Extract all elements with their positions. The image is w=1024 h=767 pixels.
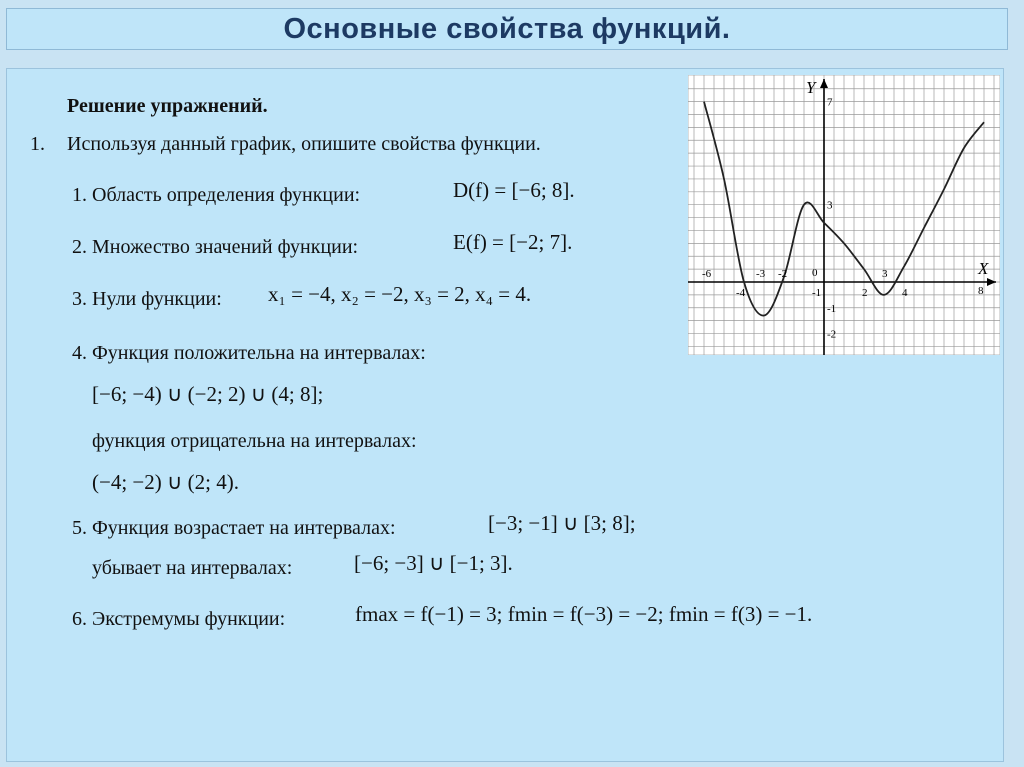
exercise-number: 1. bbox=[30, 133, 45, 155]
decreasing-formula: [−6; −3] ∪ [−1; 3]. bbox=[354, 551, 513, 575]
zeros-label: 3. Нули функции: bbox=[72, 288, 222, 310]
increasing-formula: [−3; −1] ∪ [3; 8]; bbox=[488, 511, 636, 535]
tick-label: 3 bbox=[882, 268, 888, 280]
domain-formula: D(f) = [−6; 8]. bbox=[453, 178, 575, 202]
tick-label: 0 bbox=[812, 267, 818, 279]
tick-label: -3 bbox=[756, 268, 766, 280]
tick-label: -2 bbox=[827, 328, 837, 341]
negative-formula: (−4; −2) ∪ (2; 4). bbox=[92, 470, 239, 494]
positive-formula: [−6; −4) ∪ (−2; 2) ∪ (4; 8]; bbox=[92, 382, 324, 406]
extrema-formula: fmax = f(−1) = 3; fmin = f(−3) = −2; fmin = f(3) = −1. bbox=[355, 602, 813, 626]
zeros-formula: x₁ = −4, x₂ = −2, x₃ = 2, x₄ = 4. bbox=[268, 282, 532, 306]
tick-label: 8 bbox=[978, 285, 984, 297]
extrema-label: 6. Экстремумы функции: bbox=[72, 608, 286, 630]
tick-label: 7 bbox=[827, 96, 833, 109]
range-formula: E(f) = [−2; 7]. bbox=[453, 230, 573, 254]
domain-label: 1. Область определения функции: bbox=[72, 184, 361, 206]
function-graph bbox=[688, 75, 1000, 355]
tick-label: 3 bbox=[827, 199, 833, 212]
increasing-label: 5. Функция возрастает на интервалах: bbox=[72, 517, 396, 539]
tick-label: -6 bbox=[702, 268, 712, 280]
exercise-task: Используя данный график, опишите свойства функции. bbox=[67, 133, 541, 155]
tick-label: 2 bbox=[862, 287, 868, 299]
tick-label: 4 bbox=[902, 287, 908, 299]
tick-label: -1 bbox=[812, 287, 822, 299]
tick-label: -1 bbox=[827, 302, 837, 315]
y-axis-label: Y bbox=[806, 78, 816, 97]
x-axis-label: X bbox=[978, 259, 989, 278]
title-bar bbox=[6, 8, 1008, 50]
tick-label: -2 bbox=[778, 268, 788, 280]
positive-label: 4. Функция положительна на интервалах: bbox=[72, 342, 426, 364]
tick-label: -4 bbox=[736, 287, 746, 299]
decreasing-label: убывает на интервалах: bbox=[92, 557, 293, 579]
range-label: 2. Множество значений функции: bbox=[72, 236, 359, 258]
negative-label: функция отрицательна на интервалах: bbox=[92, 430, 417, 452]
section-heading: Решение упражнений. bbox=[67, 95, 268, 117]
page-title: Основные свойства функций. bbox=[283, 12, 731, 45]
